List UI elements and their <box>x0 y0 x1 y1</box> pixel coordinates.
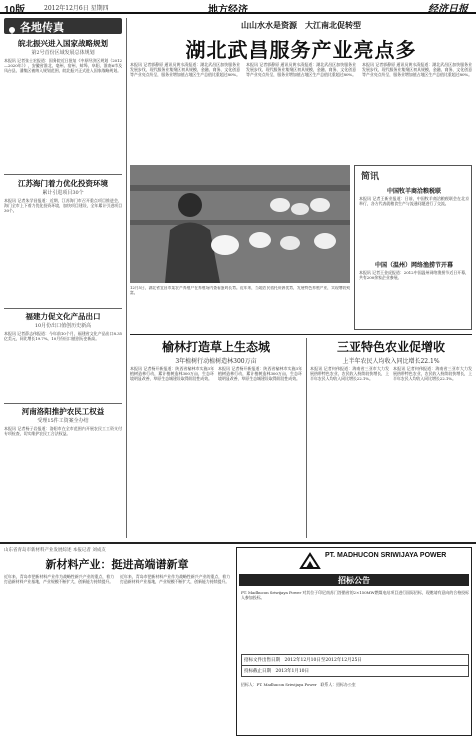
headline-kicker: 山山水水是资源 大江南北促转型 <box>241 20 361 30</box>
sidebar-mid2-subtitle: 10月份出口值创历史新高 <box>34 323 92 329</box>
headline-body-col1: 本报讯 记者郭静原 通讯员黄水清报道：湖北武昌区加快服务业发展步伐，现代服务业集聚区初具规模，金融、商务、文化创意等产业亮点纷呈，服务业增加值占地区生产总值比重超过80%。 <box>130 62 240 77</box>
story-left-subhead: 3年植树行动植树造林300万亩 <box>175 358 257 365</box>
headline-body-col3: 本报讯 记者郭静原 通讯员黄水清报道：湖北武昌区加快服务业发展步伐，现代服务业集聚区初具规模，金融、商务、文化创意等产业亮点纷呈，服务业增加值占地区生产总值比重超过80%。 <box>362 62 472 77</box>
sidebar-bottom-body: 本报讯 记者杨子岩报道：洛阳市在全市范围内开展农民工工资支付专项检查，切实维护农民工合法权益。 <box>4 426 122 436</box>
bottom-left-body-col1: 近年来，青岛市把新材料产业作为战略性新兴产业的重点，着力打造新材料产业基地，产业规模不断扩大，创新能力持续提升。 <box>4 574 114 584</box>
story-right-subhead: 上半年农民人均收入同比增长22.1% <box>342 358 440 365</box>
ad-table <box>241 654 469 677</box>
ad-body: PT. Madhucon Sriwijaya Power 对其位于印尼南苏门答腊省的2×150MW燃煤电站项目进行国际招标，现邀请有意向的合格投标人参加投标。 <box>241 590 469 600</box>
sidebar-mid2-title: 福建力促文化产品出口 <box>25 312 101 321</box>
ad-tender-banner <box>239 574 469 586</box>
bottom-section-rule <box>0 542 476 544</box>
sidebar-divider <box>126 18 127 538</box>
brief-column <box>354 165 472 330</box>
masthead <box>0 0 476 14</box>
sidebar-mid-title: 江苏海门着力优化投资环境 <box>18 179 108 188</box>
ad-footer: 招标人：PT. Madhucon Sriwijaya Power 联系人：招标办公室 <box>241 682 356 687</box>
sidebar-banner-title: 各地传真 <box>20 22 64 34</box>
story-left-body-col2: 本报讯 记者杨开新报道：陕西省榆林市实施3年植树造林行动，累计植树造林300万亩，生态环境明显改善，草原生态城建设取得阶段性成效。 <box>218 366 302 381</box>
sidebar-rule-1 <box>4 174 122 175</box>
page-number: 10版 <box>4 5 26 16</box>
chicken-farm-illustration <box>130 165 350 283</box>
sidebar-top-body: 本报讯 记者张士宏报道：国务院近日批复《中原经济区规划（2012—2020年）》，安徽省淮北、亳州、宿州、蚌埠、阜阳、淮南6市及凤台县、潘集区被纳入规划范围，皖北振兴正式进入国家战略规划。 <box>4 58 122 73</box>
news-photo <box>130 165 350 283</box>
story-right-body-col1: 本报讯 记者何伟报道：海南省三亚市大力发展热带特色农业，农民收入持续较快增长，上半年农民人均收入同比增长22.1%。 <box>310 366 389 381</box>
bottom-left-body-col2: 近年来，青岛市把新材料产业作为战略性新兴产业的重点，着力打造新材料产业基地，产业规模不断扩大，创新能力持续提升。 <box>120 574 230 584</box>
story-right-headline: 三亚特色农业促增收 <box>336 340 445 354</box>
brief-item2-body: 本报讯 记者王金虎报道：2012中国温州网络渔捞节近日开幕，共有200余家企业参展。 <box>359 270 469 280</box>
paper-logo: 经济日报 <box>428 4 468 15</box>
story-left-headline: 榆林打造草上生态城 <box>161 340 270 354</box>
story-left-body-col1: 本报讯 记者杨开新报道：陕西省榆林市实施3年植树造林行动，累计植树造林300万亩，生态环境明显改善，草原生态城建设取得阶段性成效。 <box>130 366 214 381</box>
story-divider <box>306 338 307 538</box>
sidebar-mid-body: 本报讯 记者朱学昌报道：近期，江苏海门市召开重点项目推进会，海门全市上下着力优化投资环境，加快项目建设，全年累计引进项目30个。 <box>4 198 122 213</box>
sidebar-bottom-subtitle: 受理15件工资案全办结 <box>37 418 89 424</box>
sidebar-mid2-body: 本报讯 记者薛志伟报道：今年前10个月，福建省文化产品出口8.35亿美元，同比增长19.7%，10月份出口值创历史新高。 <box>4 331 122 341</box>
bottom-left-kicker: 山东省青岛市新材料产业发展综述 本报记者 刘成友 <box>4 548 106 553</box>
tender-advertisement <box>236 547 472 736</box>
photo-caption: 12月5日，湖北省宜昌市某农产养殖户在养殖场内查看蛋鸡长势。近年来，当地农民依托资源优势，发展特色养殖产业，实现增收致富。 <box>130 286 350 295</box>
mid-rule <box>130 334 472 335</box>
brief-item1-title: 中国牧羊商洽粮税联 <box>386 188 441 195</box>
sidebar-rule-2 <box>4 308 122 309</box>
story-right-body-col2: 本报讯 记者何伟报道：海南省三亚市大力发展热带特色农业，农民收入持续较快增长，上半年农民人均收入同比增长22.1%。 <box>393 366 472 381</box>
brief-column-title: 简讯 <box>361 172 380 182</box>
ad-table-row-1: 招标文件出售日期 2012年12月10日至2012年12月25日 <box>242 655 468 666</box>
bottom-left-headline: 新材料产业：挺进高端谱新章 <box>45 559 189 571</box>
sidebar-rule-3 <box>4 403 122 404</box>
section-title: 地方经济 <box>208 5 248 16</box>
pin-icon <box>8 21 16 31</box>
headline-body-col2: 本报讯 记者郭静原 通讯员黄水清报道：湖北武昌区加快服务业发展步伐，现代服务业集聚区初具规模，金融、商务、文化创意等产业亮点纷呈，服务业增加值占地区生产总值比重超过80%。 <box>246 62 356 77</box>
ad-logo <box>299 552 321 570</box>
sidebar-banner <box>4 18 122 34</box>
sidebar-mid-subtitle: 累计引进项目30个 <box>42 190 84 196</box>
sidebar-bottom-title: 河南洛阳推护农民工权益 <box>21 407 105 416</box>
issue-date: 2012年12月6日 星期四 <box>44 5 109 12</box>
sidebar-top-subtitle: 第2号首份区域发展总体规划 <box>31 50 95 56</box>
ad-table-row-2: 投标截止日期 2013年1月10日 <box>244 669 310 674</box>
main-headline: 湖北武昌服务产业亮点多 <box>185 40 417 62</box>
brief-item1-body: 本报讯 记者王新业报道：日前，中国牧羊商洽粮税联会在北京举行，各方代表就粮食生产与流通问题进行了交流。 <box>359 196 469 206</box>
brief-item2-title: 中国（温州）网络渔捞节开幕 <box>374 262 453 269</box>
ad-tender-title: 招标公告 <box>338 575 370 585</box>
sidebar-top-title: 皖北振兴进入国家战略规划 <box>18 39 108 48</box>
ad-company-name: PT. MADHUCON SRIWIJAYA POWER <box>325 552 447 559</box>
